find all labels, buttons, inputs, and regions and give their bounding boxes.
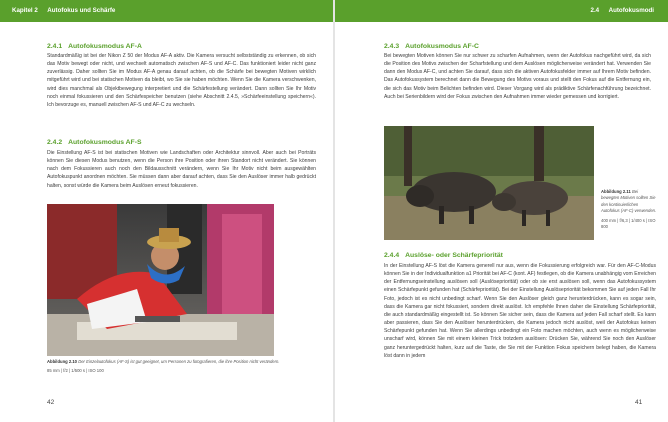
photo-wild-boars (384, 126, 594, 240)
section-heading-af-s: 2.4.2 Autofokusmodus AF-S (47, 139, 142, 146)
section-body-af-a: Standardmäßig ist bei der Nikon Z 50 der Modus AF-A aktiv. Die Kamera versucht selbstständig zu erkennen, ob sich das Motiv bewegt oder nicht, und wechselt automatisch zwischen AF-S und AF-C. Das funktioniert leider nicht ganz zuverlässig. Daher sollten Sie im Modus AF-A genau darauf achten, ob die Schärfe bei bewegten Motiven wirklich mitgeführt wird und bei statischen Motiven da bleibt, wo Sie sie haben möchten. Wenn Sie die Kamera verschwenken, wird dies manchmal als Objektbewegung interpretiert und die Schärfestellung verändert. Dann sollten Sie Ihr Motiv noch einmal fokussieren und den Schärfespeicher benutzen (siehe Abschnitt 2.4.5, »Schärfeeinstellung speichern«). Ich bevorzuge es, manuell zwischen AF-S und AF-C zu wechseln. (47, 53, 316, 108)
figure-caption-2-11: Abbildung 2.11 Bei bewegten Motiven sollten Sie den kontinuierlichen Autofokus (AF-C) verwenden. 400 mm | f/6,3 | 1/400 s | ISO 800 (601, 189, 657, 230)
chapter-label: Kapitel 2 (12, 7, 38, 14)
street-artist-image (47, 204, 274, 356)
left-page (0, 0, 333, 422)
section-heading-priority: 2.4.4 Auslöse- oder Schärfepriorität (384, 252, 503, 259)
figure-caption-2-10: Abbildung 2.10 Der Einzelautofokus (AF-S) ist gut geeignet, um Personen zu fotografieren, die ihre Position nicht verändern. 85 mm | f/2 | 1/500 s | ISO 100 (47, 359, 280, 374)
right-page (335, 0, 668, 422)
photo-street-artist (47, 204, 274, 356)
section-title: Autofokusmodi (608, 7, 654, 14)
page-number-right: 41 (635, 399, 643, 406)
section-heading-af-a: 2.4.1 Autofokusmodus AF-A (47, 43, 142, 50)
section-heading-af-c: 2.4.3 Autofokusmodus AF-C (384, 43, 479, 50)
right-running-header (335, 0, 668, 22)
wild-boars-image (384, 126, 594, 240)
section-body-priority: In der Einstellung AF-S löst die Kamera generell nur aus, wenn die Fokussierung erfolgreich war. Für den AF-C-Modus können Sie in der Individualfunktion a1 Priorität bei AF-C (kont. AF) festlegen, ob die Kamera unabhängig vom Erreichen der Entfernungseinstellung auslösen soll (Auslösepriorität) oder ob sie erst auslösen soll, wenn das Autofokussystem einen Schärfepunkt gefunden hat (Schärfepriorität). Bei der Einstellung Auslösepriorität bekommen Sie auf jeden Fall Ihr Foto, jedoch ist es nicht unbedingt scharf. Wenn Sie den Auslöser gleich ganz herunterdrücken, kann es sogar sein, dass die Kamera gar nicht fokussiert, sondern direkt auslöst. Ich empfehle Ihnen daher die Einstellung Schärfepriorität, die auch standardmäßig eingestellt ist. So können Sie sicher sein, dass die Kamera auf jeden Fall scharf stellt. Es kann aber passieren, dass Sie den Auslöser herunterdrücken, die Kamera jedoch nicht auslöst, weil der Autofokus keinen Schärfepunkt gefunden hat. Wenn Sie allerdings unbedingt ein Foto machen möchten, auch wenn es möglicherweise unscharf wird, können Sie mit einem kleinen Trick trotzdem auslösen: Drücken Sie, während Sie noch den Auslöser ganz heruntergedrückt halten, kurz auf die Taste, die Sie mit der Funktion Fokus speichern belegt haben, die Kamera löst dann in jedem (384, 263, 656, 359)
left-running-header (0, 0, 333, 22)
section-body-af-c: Bei bewegten Motiven können Sie nur schwer zu scharfen Aufnahmen, wenn der Autofokus nachgeführt wird, da sich die Position des Motivs zwischen der Scharfstellung und dem Auslösen möglicherweise verändert hat. Verwenden Sie dann den Modus AF-C, und achten Sie darauf, dass sich die aktiven Autofokusfelder immer auf Ihrem Motiv befinden. Das Autofokussystem berechnet dann die Bewegung des Motivs voraus und stellt den Fokus auf die Entfernung ein, die sich das Motiv beim Belichten befinden wird. Dieser Vorgang wird als prädiktive Schärfenachführung bezeichnet. Auch bei Serienbildern wird der Fokus zwischen den Aufnahmen immer wieder gemessen und korrigiert. (384, 53, 651, 100)
section-label: 2.4 (590, 7, 600, 14)
chapter-title: Autofokus und Schärfe (47, 7, 116, 14)
page-number-left: 42 (47, 399, 55, 406)
section-body-af-s: Die Einstellung AF-S ist bei statischen Motiven wie Landschaften oder Architektur sinnvoll. Aber auch bei Porträts können Sie diesen Modus benutzen, wenn die Person ihre Position oder ihren Standort nicht verändert. Sie können nach dem Fokussieren auch noch den Bildausschnitt verändern, wenn Sie Ihr Motiv nicht beim ausgewählten Autofokuspunkt anordnen möchten. Sie müssen dann aber darauf achten, dass Sie den Auslöser immer halb gedrückt halten, sonst würde die Kamera beim Auslösen erneut fokussieren. (47, 150, 316, 189)
